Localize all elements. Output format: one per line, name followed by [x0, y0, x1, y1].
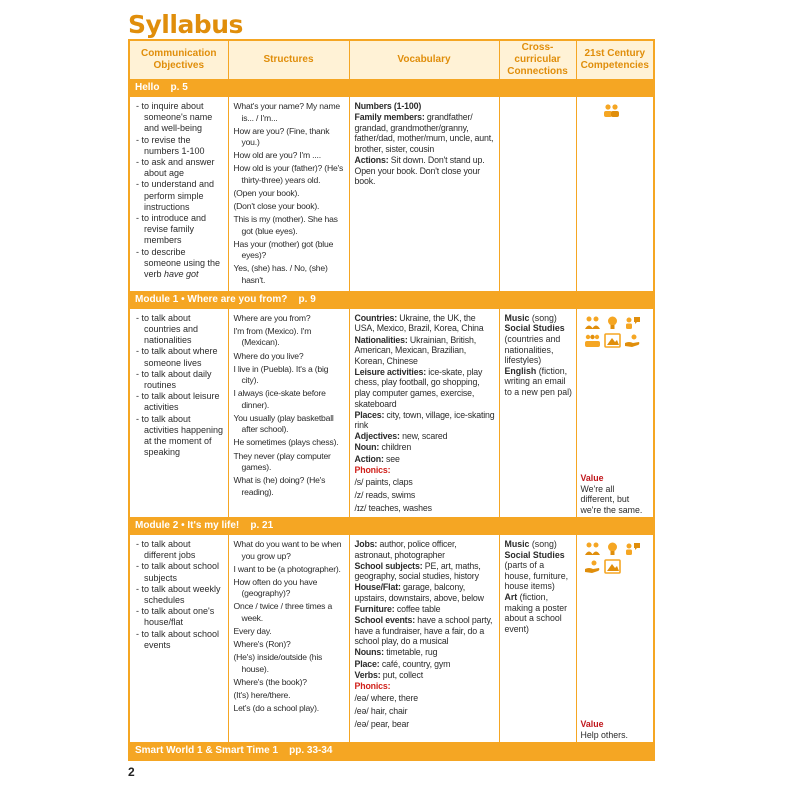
section-title-module-2: Module 2 • It's my life! p. 21: [129, 518, 654, 535]
list-item: How old is your (father)? (He's thirty-three) years old.: [233, 163, 344, 185]
list-item: - to talk about leisure activities: [136, 391, 220, 413]
list-item: - to revise the numbers 1-100: [136, 134, 205, 156]
list-item: Let's (do a school play).: [233, 702, 319, 713]
structures-cell: [228, 308, 349, 517]
cross-curricular-cell: [499, 535, 576, 743]
list-item: Where do you live?: [233, 350, 304, 361]
competencies-cell: [576, 535, 654, 743]
helping-icon: [624, 333, 641, 348]
value-box: [577, 717, 654, 742]
list-item: - to understand and perform simple instructions: [136, 179, 215, 212]
list-item: I want to be (a photographer).: [233, 563, 341, 574]
vocab-entry: Actions: Sit down. Don't stand up. Open your book. Don't close your book.: [354, 154, 485, 187]
list-item: You usually (play basketball after school).: [233, 412, 334, 435]
competencies-cell: [576, 97, 654, 292]
phonics-item: /eə/ hair, chair: [354, 705, 408, 716]
header-objectives: Communication Objectives: [129, 40, 228, 80]
section-title-smart-world: Smart World 1 & Smart Time 1 pp. 33-34: [129, 743, 654, 760]
communication-icon: [624, 315, 641, 330]
vocab-entry: Places: city, town, village, ice-skating rink: [354, 409, 495, 431]
list-item: (It's) here/there.: [233, 689, 291, 700]
section-row-module-2: [129, 518, 654, 535]
vocab-entry: Leisure activities: ice-skate, play chess, play football, go shopping, play computer games, exercise, skateboard: [354, 366, 483, 409]
list-item: (Open your book).: [233, 187, 300, 198]
value-label: Value: [580, 473, 604, 484]
table-row-module-1: [129, 308, 654, 517]
vocab-entry: School events: have a school party, have a fundraiser, have a fair, do a school play, do a musical: [354, 615, 493, 647]
section-title-module-1: Module 1 • Where are you from? p. 9: [129, 291, 654, 308]
teamwork-icon: [584, 541, 601, 556]
phonics-label: Phonics:: [354, 680, 391, 691]
cc-entry: Music (song): [504, 312, 557, 323]
vocab-entry: Countries: Ukraine, the UK, the USA, Mexico, Brazil, Korea, China: [354, 312, 484, 334]
section-row-smart-world: [129, 743, 654, 760]
vocab-entry: Furniture: coffee table: [354, 604, 441, 615]
list-item: How old are you? I'm ....: [233, 150, 321, 161]
value-text: We're all different, but we're the same.: [580, 483, 643, 515]
phonics-item: /ɪz/ teaches, washes: [354, 502, 432, 513]
vocab-entry: Family members: grandfather/ grandad, grandmother/granny, father/dad, mother/mum, uncle, aunt, brother, sister, cousin: [354, 112, 494, 154]
cross-curricular-cell: [499, 97, 576, 292]
vocabulary-cell: [349, 97, 499, 292]
list-item: - to describe someone using the verb have got: [136, 246, 221, 280]
list-item: What do you want to be when you grow up?: [233, 539, 342, 561]
list-item: This is my (mother). She has got (blue eyes).: [233, 214, 338, 236]
phonics-item: /z/ reads, swims: [354, 489, 416, 500]
phonics-item: /eə/ where, there: [354, 692, 418, 703]
objectives-cell: [129, 308, 228, 517]
vocab-entry: Verbs: put, collect: [354, 669, 424, 680]
cc-entry: Art (fiction, making a poster about a school event): [504, 592, 568, 634]
vocab-entry: Action: see: [354, 453, 400, 464]
structures-cell: [228, 97, 349, 292]
teamwork-icon: [584, 315, 601, 330]
header-vocabulary: Vocabulary: [349, 40, 499, 80]
list-item: (He's) inside/outside (his house).: [233, 652, 323, 674]
list-item: I live in (Puebla). It's a (big city).: [233, 363, 329, 386]
vocabulary-cell: [349, 535, 499, 743]
idea-icon: [604, 315, 621, 330]
cross-curricular-cell: [499, 308, 576, 517]
section-row-hello: [129, 80, 654, 97]
list-item: Where are you from?: [233, 312, 311, 323]
vocab-entry: Jobs: author, police officer, astronaut, photographer: [354, 539, 457, 560]
vocabulary-cell: [349, 308, 499, 517]
list-item: - to ask and answer about age: [136, 157, 215, 179]
list-item: - to introduce and revise family members: [136, 213, 207, 246]
communication-icon: [624, 541, 641, 556]
creativity-icon: [604, 559, 621, 574]
list-item: - to inquire about someone's name and well-being: [136, 101, 213, 134]
list-item: Where's (Ron)?: [233, 639, 291, 649]
creativity-icon: [604, 333, 621, 348]
cc-entry: Music (song): [504, 539, 557, 550]
vocab-entry: Noun: children: [354, 442, 412, 453]
list-item: He sometimes (plays chess).: [233, 437, 339, 448]
list-item: - to talk about activities happening at the moment of speaking: [136, 413, 224, 458]
header-cross-curricular: Cross-curricular Connections: [499, 40, 576, 80]
value-text: Help others.: [580, 729, 628, 740]
value-label: Value: [580, 719, 604, 730]
phonics-label: Phonics:: [354, 464, 391, 475]
vocab-entry: Numbers (1-100): [354, 101, 422, 111]
list-item: - to talk about one's house/flat: [136, 606, 215, 628]
list-item: - to talk about different jobs: [136, 539, 196, 561]
list-item: - to talk about where someone lives: [136, 346, 218, 368]
header-row: [129, 40, 654, 80]
list-item: How are you? (Fine, thank you.): [233, 125, 330, 148]
list-item: (Don't close your book).: [233, 200, 320, 211]
syllabus-table: [128, 39, 655, 761]
cc-entry: Social Studies (countries and nationalities, lifestyles): [504, 323, 565, 366]
page-number: 2: [128, 765, 135, 779]
vocab-entry: Adjectives: new, scared: [354, 431, 448, 442]
cc-entry: Social Studies (parts of a house, furniture, house items): [504, 549, 569, 592]
helping-icon: [584, 559, 601, 574]
list-item: - to talk about daily routines: [136, 368, 212, 391]
table-row-hello: [129, 97, 654, 292]
list-item: Every day.: [233, 625, 272, 636]
list-item: - to talk about weekly schedules: [136, 583, 221, 606]
list-item: Once / twice / three times a week.: [233, 601, 333, 623]
list-item: What's your name? My name is... / I'm...: [233, 101, 340, 123]
value-box: [577, 471, 654, 517]
objectives-cell: [129, 535, 228, 743]
section-row-module-1: [129, 291, 654, 308]
page-title: Syllabus: [128, 10, 243, 39]
collaboration-icon: [603, 103, 620, 118]
phonics-item: /s/ paints, claps: [354, 476, 413, 487]
list-item: - to talk about countries and nationalities: [136, 312, 199, 346]
verb-emphasis: have got: [164, 269, 199, 280]
competencies-cell: [576, 308, 654, 517]
list-item: I always (ice-skate before dinner).: [233, 388, 326, 410]
section-title-hello: Hello p. 5: [129, 80, 654, 97]
list-item: Where's (the book)?: [233, 676, 307, 687]
list-item: - to talk about school events: [136, 628, 220, 650]
header-structures: Structures: [228, 40, 349, 80]
social-icon: [584, 333, 601, 348]
vocab-entry: House/Flat: garage, balcony, upstairs, downstairs, above, below: [354, 582, 484, 603]
phonics-item: /eə/ pear, bear: [354, 719, 409, 730]
list-item: They never (play computer games).: [233, 450, 331, 472]
table-row-module-2: [129, 535, 654, 743]
header-competencies: 21st Century Competencies: [576, 40, 654, 80]
vocab-entry: School subjects: PE, art, maths, geography, social studies, history: [354, 560, 481, 582]
list-item: How often do you have (geography)?: [233, 576, 318, 599]
list-item: Has your (mother) got (blue eyes)?: [233, 238, 334, 261]
vocab-entry: Nouns: timetable, rug: [354, 647, 438, 658]
vocab-entry: Nationalities: Ukrainian, British, American, Mexican, Brazilian, Korean, Chinese: [354, 334, 477, 366]
vocab-entry: Place: café, country, gym: [354, 658, 451, 669]
list-item: What is (he) doing? (He's reading).: [233, 475, 326, 497]
list-item: Yes, (she) has. / No, (she) hasn't.: [233, 263, 328, 285]
structures-cell: [228, 535, 349, 743]
objectives-cell: [129, 97, 228, 292]
list-item: - to talk about school subjects: [136, 561, 220, 583]
list-item: I'm from (Mexico). I'm (Mexican).: [233, 325, 312, 348]
cc-entry: English (fiction, writing an email to a new pen pal): [504, 365, 572, 397]
idea-icon: [604, 541, 621, 556]
